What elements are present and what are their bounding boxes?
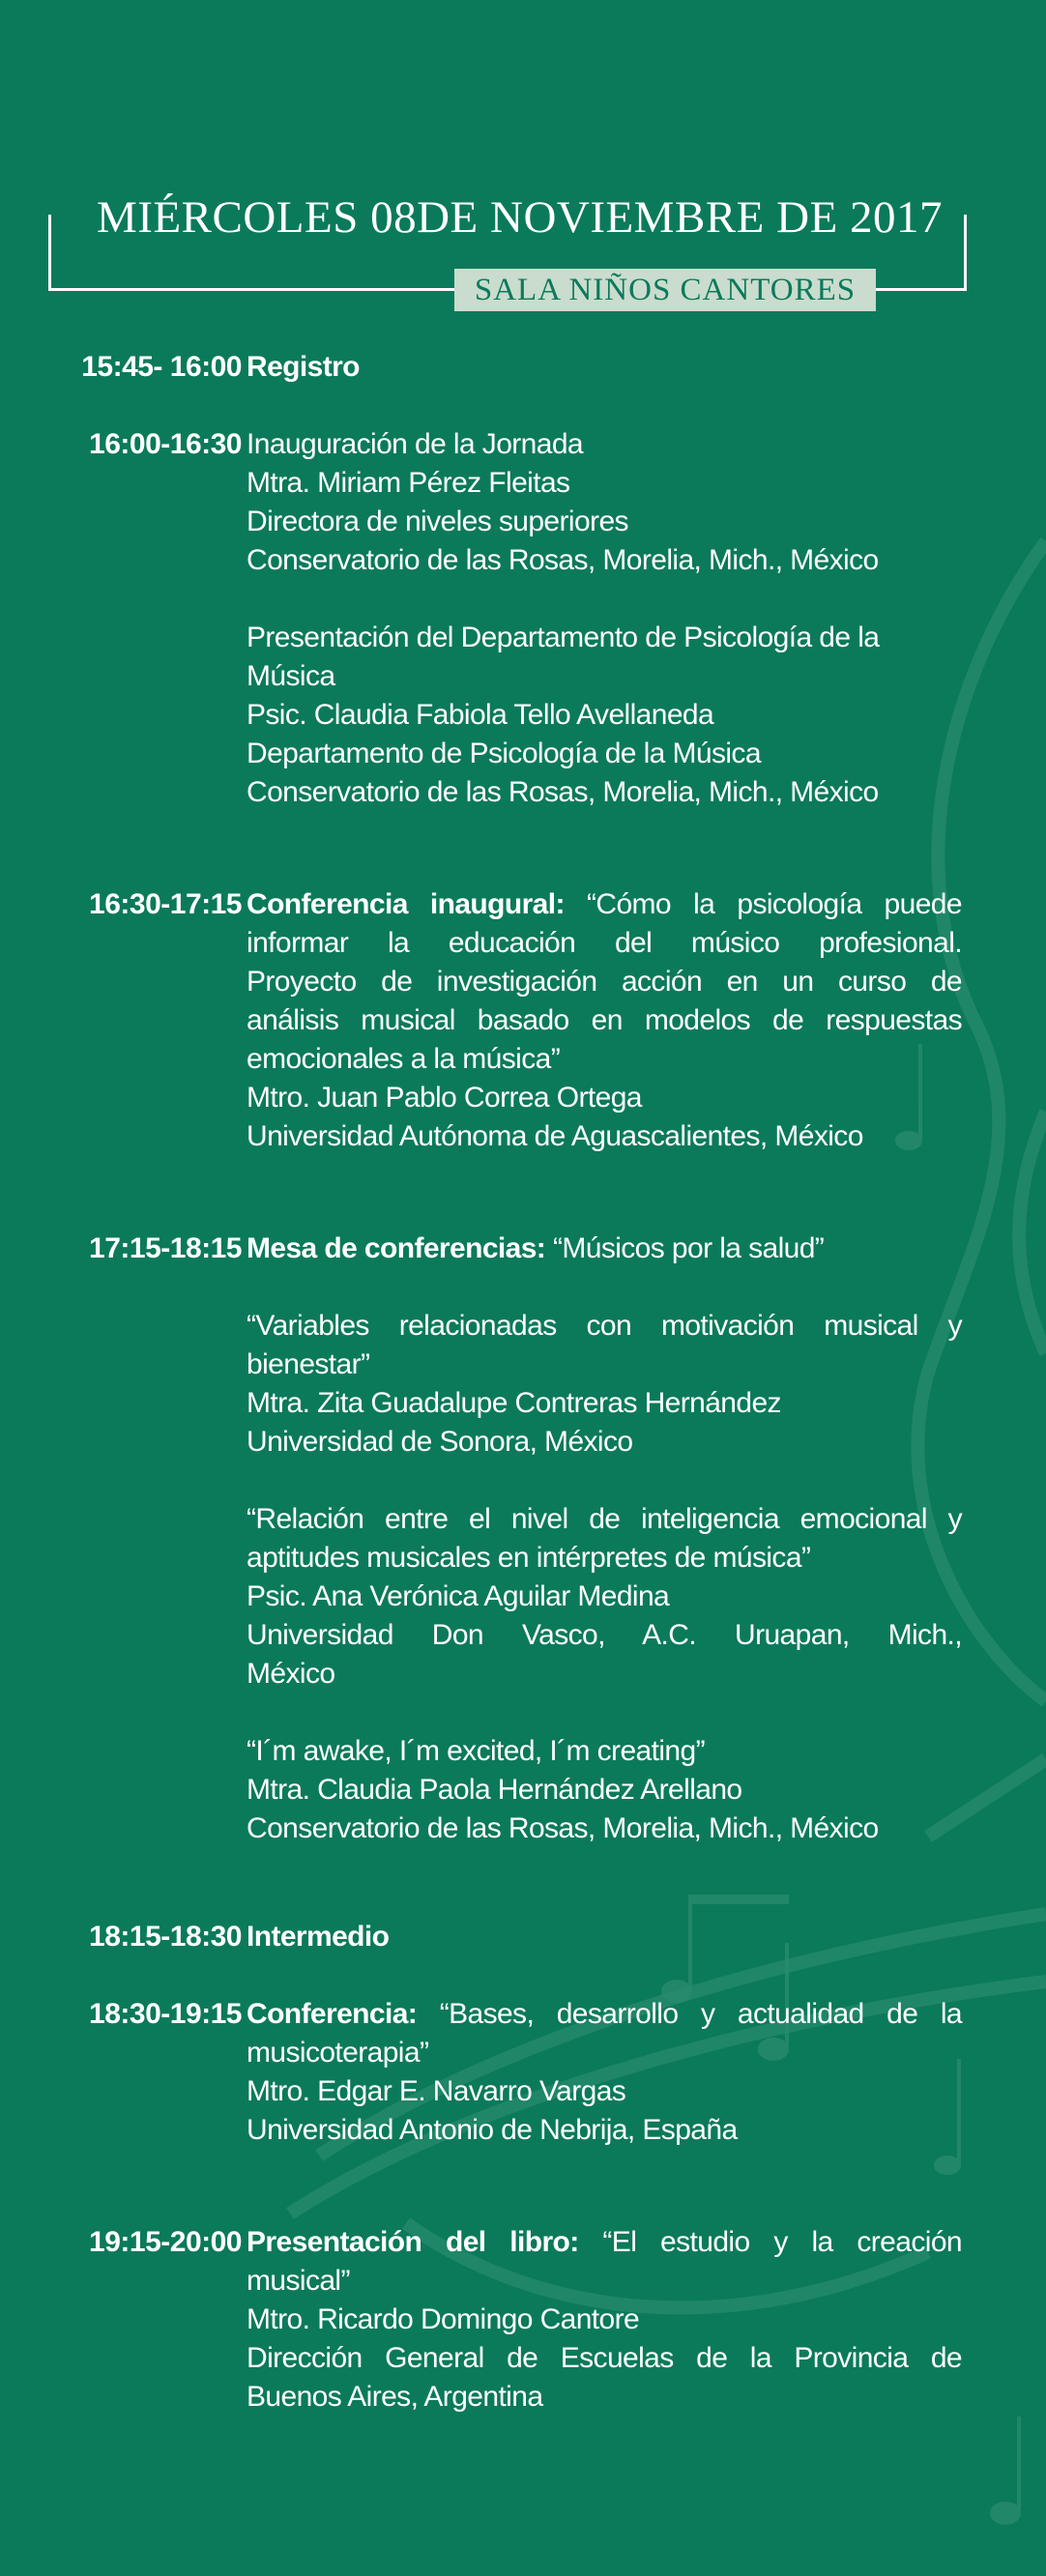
item-line: Mtro. Edgar E. Navarro Vargas	[247, 2075, 626, 2107]
item-line: Presentación del Departamento de Psicología de la	[247, 622, 880, 653]
time-slot: 18:30-19:15	[89, 1998, 242, 2030]
item-line: “El estudio y la creación	[602, 2226, 962, 2258]
item-line: Inauguración de la Jornada	[247, 428, 584, 460]
item-line: “Variables relacionadas con motivación musical y	[247, 1310, 962, 1342]
venue-badge: SALA NIÑOS CANTORES	[454, 269, 876, 311]
schedule-item-conferencia	[247, 1995, 962, 2150]
item-line: Departamento de Psicología de la Música	[247, 738, 761, 769]
item-line: Conservatorio de las Rosas, Morelia, Mich., México	[247, 1812, 879, 1844]
schedule-item-intermedio	[247, 1918, 962, 1956]
page-title: MIÉRCOLES 08DE NOVIEMBRE DE 2017	[97, 191, 920, 249]
item-line: Conservatorio de las Rosas, Morelia, Mich., México	[247, 776, 879, 808]
item-line: Directora de niveles superiores	[247, 506, 628, 537]
item-line: Universidad Antonio de Nebrija, España	[247, 2114, 738, 2146]
item-line: emocionales a la música”	[247, 1043, 561, 1075]
item-line: Buenos Aires, Argentina	[247, 2381, 543, 2413]
item-line: musicoterapia”	[247, 2037, 429, 2069]
item-label: Conferencia:	[247, 1998, 418, 2030]
item-line: Mtro. Juan Pablo Correa Ortega	[247, 1082, 642, 1114]
item-line: Universidad Don Vasco, A.C. Uruapan, Mich.,	[247, 1619, 962, 1651]
time-slot: 18:15-18:30	[89, 1921, 242, 1953]
item-line: Dirección General de Escuelas de la Provincia de	[247, 2342, 962, 2374]
item-title: Registro	[247, 351, 360, 383]
item-label: Presentación del libro:	[247, 2226, 579, 2258]
schedule-item-presentacion-libro	[247, 2223, 962, 2417]
item-title: Intermedio	[247, 1921, 390, 1953]
schedule-item-inauguracion	[247, 425, 962, 812]
item-line: México	[247, 1658, 335, 1690]
item-line: aptitudes musicales en intérpretes de música”	[247, 1542, 811, 1574]
time-slot: 17:15-18:15	[89, 1232, 242, 1264]
item-line: Universidad Autónoma de Aguascalientes, México	[247, 1120, 863, 1152]
time-slot: 19:15-20:00	[89, 2226, 242, 2258]
item-line: Proyecto de investigación acción en un curso de	[247, 966, 962, 998]
item-line: Música	[247, 660, 335, 692]
item-line: “I´m awake, I´m excited, I´m creating”	[247, 1735, 705, 1767]
item-line: “Relación entre el nivel de inteligencia emocional y	[247, 1503, 962, 1535]
time-slot: 16:30-17:15	[89, 888, 242, 920]
schedule-item-mesa-conferencias	[247, 1230, 962, 1848]
time-slot: 15:45- 16:00	[81, 351, 242, 383]
item-line: Psic. Ana Verónica Aguilar Medina	[247, 1580, 670, 1612]
item-line: informar la educación del músico profesional.	[247, 927, 962, 959]
item-line: bienestar”	[247, 1348, 370, 1380]
item-line: análisis musical basado en modelos de respuestas	[247, 1004, 962, 1036]
item-line: Mtra. Miriam Pérez Fleitas	[247, 467, 570, 499]
item-line: Mtra. Claudia Paola Hernández Arellano	[247, 1774, 742, 1806]
item-line: musical”	[247, 2265, 350, 2297]
item-title: “Músicos por la salud”	[552, 1232, 825, 1264]
time-slot: 16:00-16:30	[89, 428, 242, 460]
item-line: Mtro. Ricardo Domingo Cantore	[247, 2303, 640, 2335]
item-line: Mtra. Zita Guadalupe Contreras Hernández	[247, 1387, 781, 1419]
item-label: Mesa de conferencias:	[247, 1232, 546, 1264]
item-line: Conservatorio de las Rosas, Morelia, Mich., México	[247, 544, 879, 576]
item-line: Universidad de Sonora, México	[247, 1426, 633, 1458]
item-label: Conferencia inaugural:	[247, 888, 565, 920]
item-line: “Cómo la psicología puede	[587, 888, 962, 920]
schedule-item-registro	[247, 348, 962, 387]
item-line: Psic. Claudia Fabiola Tello Avellaneda	[247, 699, 714, 731]
schedule-item-conferencia-inaugural	[247, 885, 962, 1156]
item-line: “Bases, desarrollo y actualidad de la	[439, 1998, 962, 2030]
